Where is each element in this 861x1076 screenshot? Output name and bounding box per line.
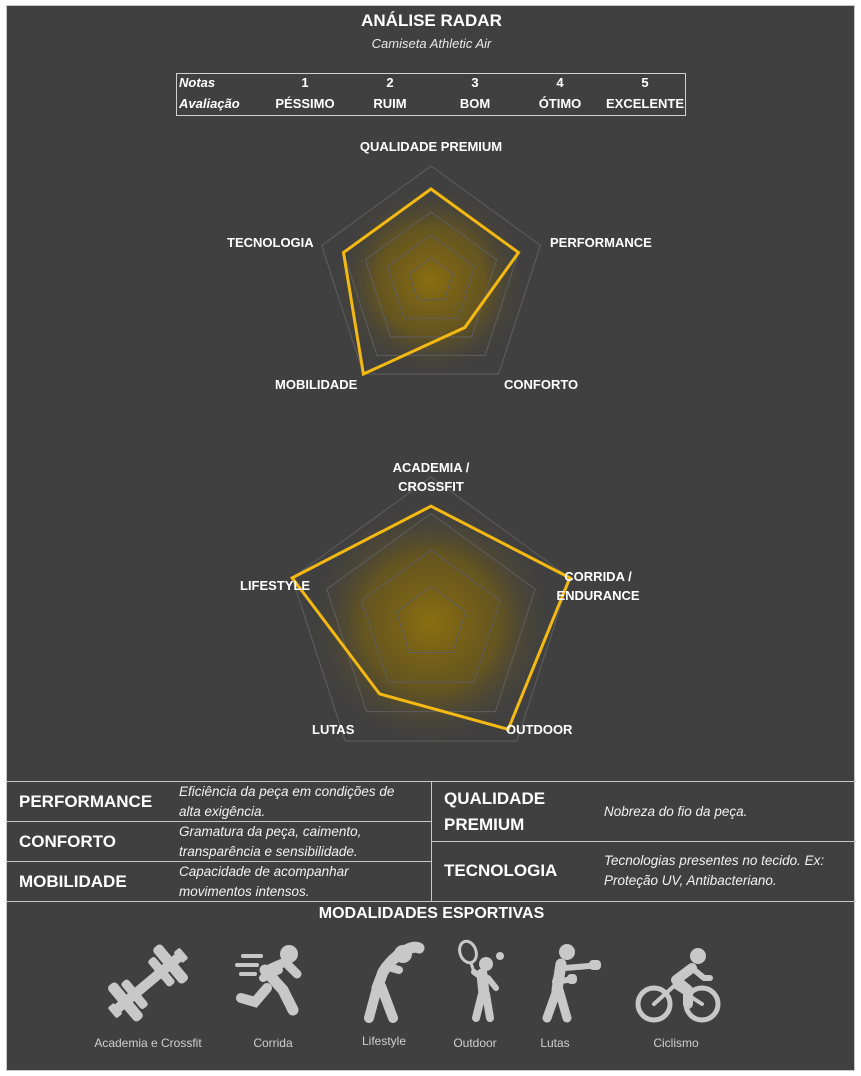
- definition-line: Capacidade de acompanhar: [179, 864, 349, 879]
- modality-label: Outdoor: [453, 1036, 497, 1050]
- rating-cell: BOM: [459, 96, 491, 111]
- definition-line: Eficiência da peça em condições de: [179, 784, 395, 799]
- axis-label-mobilidade: MOBILIDADE: [275, 377, 358, 392]
- definition-mobilidade-text: [179, 862, 349, 902]
- axis-label-line: CROSSFIT: [398, 479, 464, 494]
- scores-row-label: Notas: [179, 75, 216, 90]
- axis-label-qualidade: QUALIDADE PREMIUM: [359, 139, 503, 154]
- modalities-title: MODALIDADES ESPORTIVAS: [318, 905, 545, 922]
- definition-mobilidade-name: MOBILIDADE: [19, 872, 127, 891]
- score-cell: 3: [471, 75, 479, 90]
- rating-cell: RUIM: [373, 96, 407, 111]
- definition-qualidade-name: [444, 786, 545, 838]
- axis-label-performance: PERFORMANCE: [550, 235, 652, 250]
- rating-cell: ÓTIMO: [538, 96, 582, 111]
- radar-glow: [307, 499, 555, 747]
- definition-line: movimentos intensos.: [179, 884, 310, 899]
- definition-performance-name: PERFORMANCE: [19, 792, 153, 811]
- definition-qualidade-text: Nobreza do fio da peça.: [604, 804, 748, 819]
- score-cell: 5: [641, 75, 649, 90]
- score-cell: 2: [386, 75, 394, 90]
- divider: [431, 841, 856, 842]
- definition-name-line: QUALIDADE: [444, 789, 546, 808]
- modality-label: Ciclismo: [653, 1036, 699, 1050]
- axis-label-corrida: [555, 567, 641, 605]
- axis-label-lifestyle: LIFESTYLE: [240, 578, 311, 593]
- definition-conforto-text: [179, 822, 361, 862]
- definition-tecnologia-name: TECNOLOGIA: [444, 861, 558, 880]
- definition-tecnologia-text: [604, 851, 824, 891]
- product-subtitle: Camiseta Athletic Air: [371, 36, 492, 51]
- quality-radar-chart: [7, 6, 856, 426]
- definition-line: Proteção UV, Antibacteriano.: [604, 873, 777, 888]
- divider: [431, 781, 432, 901]
- axis-label-lutas: LUTAS: [312, 722, 355, 737]
- axis-label-conforto: CONFORTO: [504, 377, 579, 392]
- axis-label-outdoor: OUTDOOR: [506, 722, 573, 737]
- report-frame: [6, 5, 855, 1071]
- rating-cell: PÉSSIMO: [275, 96, 335, 111]
- axis-label-line: ENDURANCE: [556, 588, 640, 603]
- definition-line: Gramatura da peça, caimento,: [179, 824, 362, 839]
- modality-label: Academia e Crossfit: [94, 1036, 202, 1050]
- running-icon: [201, 938, 331, 1033]
- rating-cell: EXCELENTE: [605, 96, 684, 111]
- modality-label: Lutas: [540, 1036, 570, 1050]
- axis-label-academia: [381, 458, 481, 496]
- definition-line: Tecnologias presentes no tecido. Ex:: [604, 853, 825, 868]
- definition-performance-text: [179, 782, 394, 822]
- page-title: ANÁLISE RADAR: [361, 11, 502, 30]
- definition-conforto-name: CONFORTO: [19, 832, 116, 851]
- dumbbell-icon: [83, 938, 213, 1033]
- modality-label: Corrida: [253, 1036, 293, 1050]
- score-cell: 4: [556, 75, 564, 90]
- boxing-icon: [491, 938, 621, 1033]
- modality-label: Lifestyle: [361, 1034, 407, 1048]
- cycling-icon: [612, 938, 742, 1033]
- divider: [7, 901, 856, 902]
- ratings-row-label: Avaliação: [179, 96, 240, 111]
- definition-name-line: PREMIUM: [444, 815, 525, 834]
- definition-line: alta exigência.: [179, 804, 266, 819]
- definition-line: transparência e sensibilidade.: [179, 844, 358, 859]
- axis-label-line: CORRIDA /: [564, 569, 632, 584]
- score-cell: 1: [301, 75, 309, 90]
- axis-label-tecnologia: TECNOLOGIA: [227, 235, 314, 250]
- axis-label-line: ACADEMIA /: [392, 460, 470, 475]
